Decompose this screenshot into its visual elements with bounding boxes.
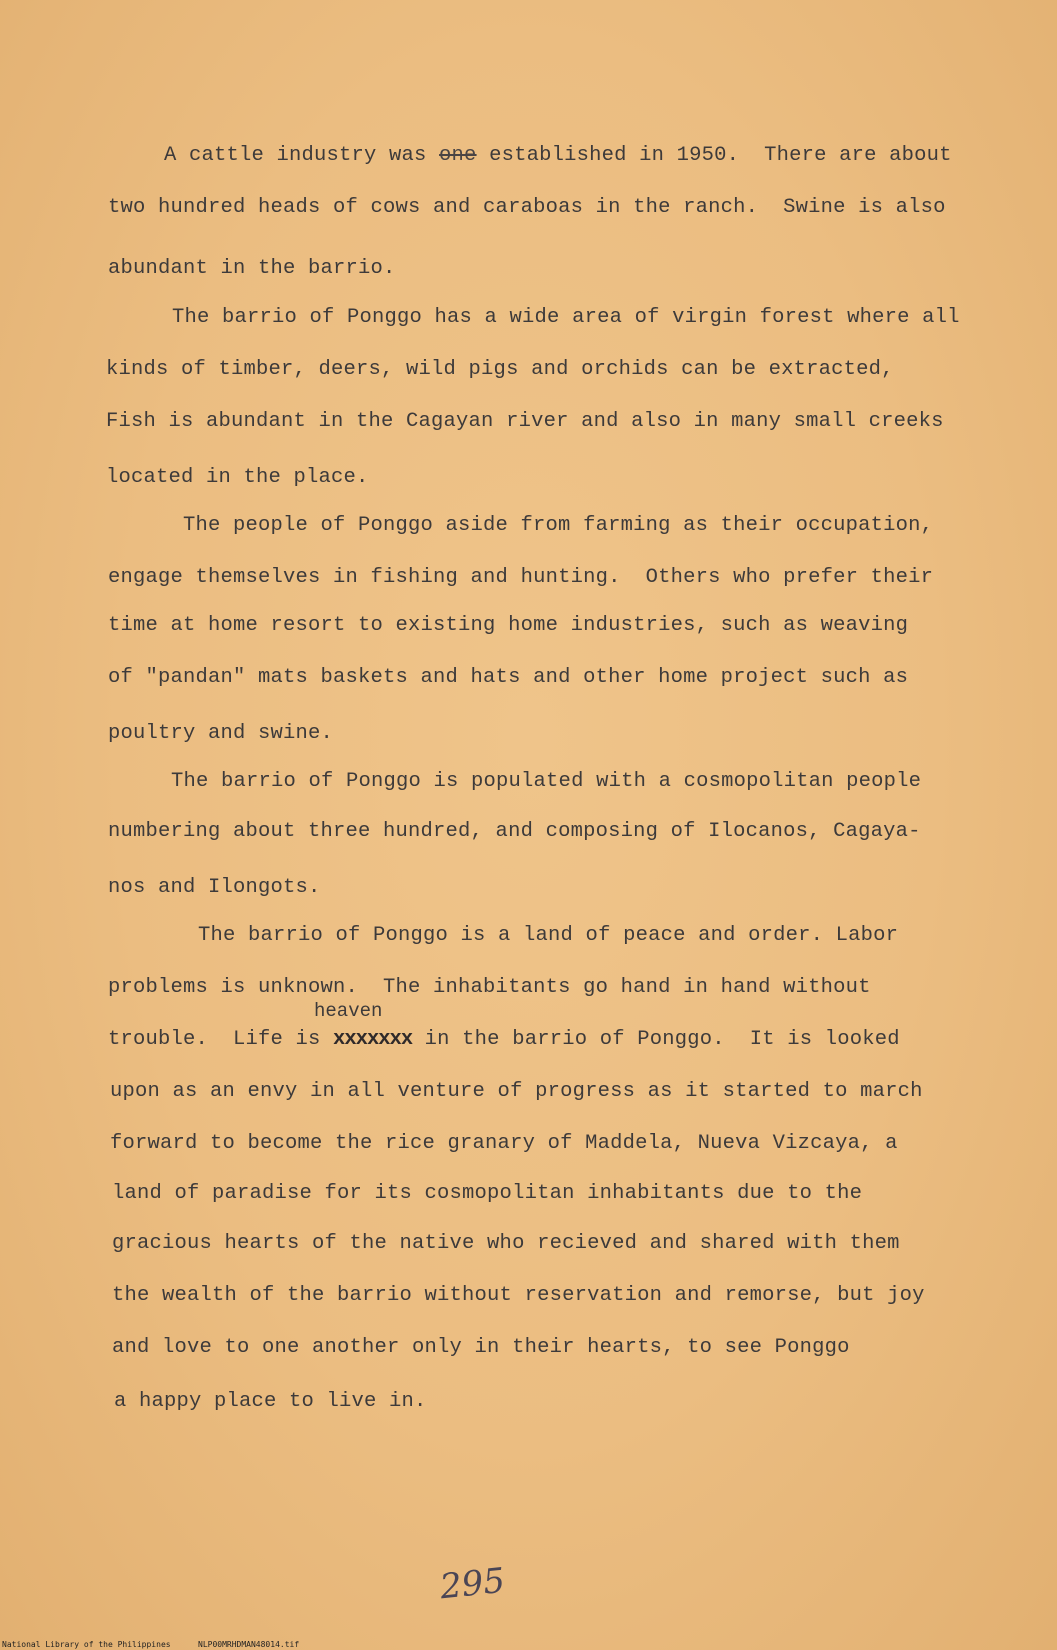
text-line-17: problems is unknown. The inhabitants go hand in hand without <box>108 976 871 999</box>
text-line-24: and love to one another only in their hearts, to see Ponggo <box>112 1336 850 1359</box>
text-line-5: kinds of timber, deers, wild pigs and orchids can be extracted, <box>106 358 894 381</box>
text-line-13: The barrio of Ponggo is populated with a cosmopolitan people <box>171 770 922 793</box>
text-line-11: of "pandan" mats baskets and hats and other home project such as <box>108 666 909 689</box>
text-line-1 <box>164 144 952 167</box>
text-line-20: forward to become the rice granary of Maddela, Nueva Vizcaya, a <box>110 1132 898 1155</box>
text-line-14: numbering about three hundred, and composing of Ilocanos, Cagaya- <box>108 820 921 843</box>
text-line-1-end: established in 1950. There are about <box>476 144 952 167</box>
text-line-6: Fish is abundant in the Cagayan river and also in many small creeks <box>106 410 944 433</box>
handwritten-page-number: 295 <box>438 1560 507 1608</box>
text-line-7: located in the place. <box>106 466 369 489</box>
xed-out-word: xxxxxxx <box>333 1028 413 1051</box>
text-line-2: two hundred heads of cows and caraboas in the ranch. Swine is also <box>108 196 946 219</box>
footer-library: National Library of the Philippines <box>2 1640 171 1649</box>
text-line-21: land of paradise for its cosmopolitan inhabitants due to the <box>112 1182 863 1205</box>
text-line-18-end: in the barrio of Ponggo. It is looked <box>412 1028 900 1051</box>
text-line-1-start: A cattle industry was <box>164 144 440 167</box>
text-line-18-start: trouble. Life is <box>108 1028 334 1051</box>
text-line-23: the wealth of the barrio without reservation and remorse, but joy <box>112 1284 925 1307</box>
text-line-25: a happy place to live in. <box>114 1390 427 1413</box>
struck-word: one <box>439 144 477 167</box>
text-line-12: poultry and swine. <box>108 722 334 745</box>
text-line-15: nos and Ilongots. <box>108 876 321 899</box>
text-line-16: The barrio of Ponggo is a land of peace and order. Labor <box>198 924 899 947</box>
text-line-19: upon as an envy in all venture of progress as it started to march <box>110 1080 923 1103</box>
text-line-8: The people of Ponggo aside from farming as their occupation, <box>183 514 934 537</box>
text-line-22: gracious hearts of the native who recieved and shared with them <box>112 1232 900 1255</box>
footer-file: NLP00MRHDMAN48014.tif <box>198 1640 300 1649</box>
text-line-10: time at home resort to existing home industries, such as weaving <box>108 614 909 637</box>
text-line-18 <box>108 1028 900 1051</box>
text-line-4: The barrio of Ponggo has a wide area of virgin forest where all <box>172 306 960 329</box>
text-line-9: engage themselves in fishing and hunting. Others who prefer their <box>108 566 934 589</box>
text-line-3: abundant in the barrio. <box>108 257 396 280</box>
handwritten-insertion: heaven <box>314 1000 383 1022</box>
